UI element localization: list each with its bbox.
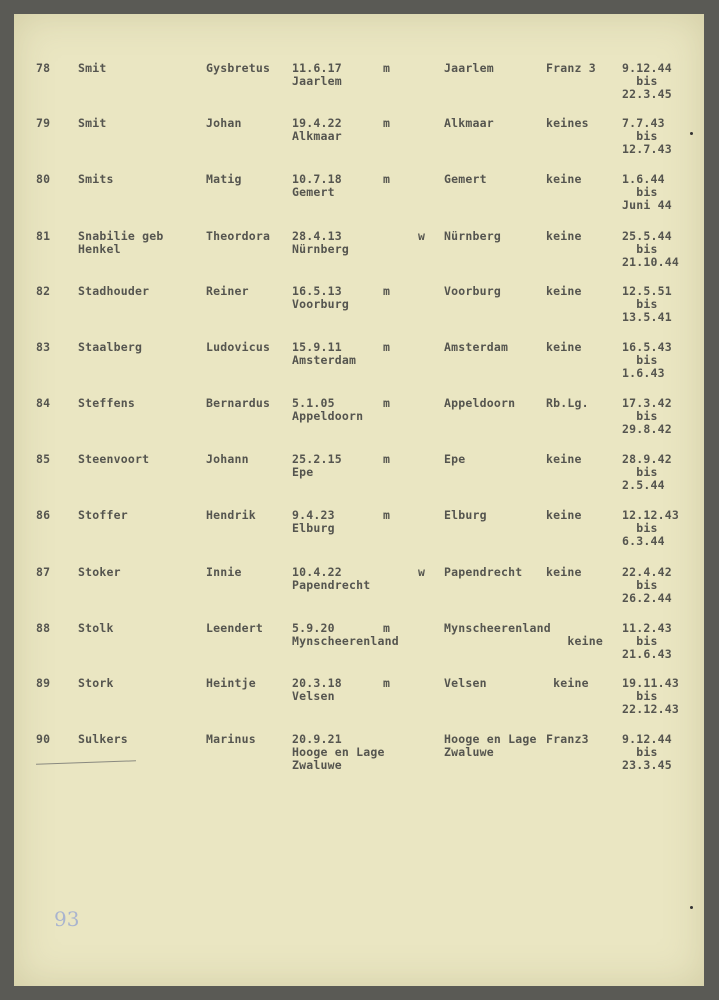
- row-number: 87: [36, 565, 51, 579]
- row-number: 86: [36, 508, 51, 522]
- table-row: [14, 62, 704, 114]
- birth-date-place: 16.5.13 Voorburg: [292, 284, 349, 311]
- residence: Jaarlem: [444, 61, 494, 75]
- gender-w: w: [418, 229, 426, 243]
- period: 16.5.43 bis 1.6.43: [622, 340, 672, 380]
- birth-date-place: 20.9.21 Hooge en Lage Zwaluwe: [292, 732, 385, 772]
- speck: [690, 132, 693, 135]
- row-number: 79: [36, 116, 51, 130]
- gender-m: m: [383, 396, 391, 410]
- first-name: Johann: [206, 452, 249, 466]
- category: keine: [546, 172, 582, 186]
- surname: Steffens: [78, 396, 135, 410]
- table-row: [14, 566, 704, 618]
- surname: Smit: [78, 61, 107, 75]
- category: Franz 3: [546, 61, 596, 75]
- birth-date-place: 25.2.15 Epe: [292, 452, 342, 479]
- first-name: Bernardus: [206, 396, 271, 410]
- table-row: [14, 397, 704, 449]
- category: keine: [546, 452, 582, 466]
- surname: Sulkers: [78, 732, 128, 746]
- first-name: Theordora: [206, 229, 271, 243]
- table-row: [14, 117, 704, 169]
- gender-m: m: [383, 172, 391, 186]
- period: 11.2.43 bis 21.6.43: [622, 621, 672, 661]
- table-row: [14, 509, 704, 561]
- birth-date-place: 19.4.22 Alkmaar: [292, 116, 342, 143]
- surname: Stadhouder: [78, 284, 150, 298]
- category: keine: [546, 565, 582, 579]
- first-name: Johan: [206, 116, 242, 130]
- row-number: 78: [36, 61, 51, 75]
- row-number: 84: [36, 396, 51, 410]
- birth-date-place: 11.6.17 Jaarlem: [292, 61, 342, 88]
- residence: Velsen: [444, 676, 487, 690]
- residence: Appeldoorn: [444, 396, 516, 410]
- gender-w: w: [418, 565, 426, 579]
- birth-date-place: 5.1.05 Appeldoorn: [292, 396, 364, 423]
- document-page: [14, 14, 704, 986]
- surname: Stoffer: [78, 508, 128, 522]
- period: 7.7.43 bis 12.7.43: [622, 116, 672, 156]
- surname: Staalberg: [78, 340, 143, 354]
- period: 25.5.44 bis 21.10.44: [622, 229, 679, 269]
- speck: [690, 906, 693, 909]
- birth-date-place: 9.4.23 Elburg: [292, 508, 335, 535]
- surname: Smits: [78, 172, 114, 186]
- page-number: 93: [54, 907, 80, 931]
- table-row: [14, 341, 704, 393]
- birth-date-place: 28.4.13 Nürnberg: [292, 229, 349, 256]
- row-number: 90: [36, 732, 51, 746]
- category: keine: [546, 676, 589, 690]
- category: keines: [546, 116, 589, 130]
- row-number: 89: [36, 676, 51, 690]
- table-row: [14, 230, 704, 282]
- first-name: Reiner: [206, 284, 249, 298]
- birth-date-place: 10.7.18 Gemert: [292, 172, 342, 199]
- surname: Stork: [78, 676, 114, 690]
- row-number: 85: [36, 452, 51, 466]
- first-name: Matig: [206, 172, 242, 186]
- birth-date-place: 20.3.18 Velsen: [292, 676, 342, 703]
- table-row: [14, 733, 704, 785]
- period: 9.12.44 bis 23.3.45: [622, 732, 672, 772]
- row-number: 83: [36, 340, 51, 354]
- row-number: 82: [36, 284, 51, 298]
- row-number: 80: [36, 172, 51, 186]
- table-row: [14, 622, 704, 674]
- first-name: Innie: [206, 565, 242, 579]
- category: keine: [567, 634, 603, 648]
- gender-m: m: [383, 621, 391, 635]
- period: 12.12.43 bis 6.3.44: [622, 508, 679, 548]
- first-name: Hendrik: [206, 508, 256, 522]
- period: 9.12.44 bis 22.3.45: [622, 61, 672, 101]
- first-name: Gysbretus: [206, 61, 271, 75]
- residence: Epe: [444, 452, 466, 466]
- birth-date-place: 15.9.11 Amsterdam: [292, 340, 357, 367]
- gender-m: m: [383, 340, 391, 354]
- table-row: [14, 173, 704, 225]
- birth-date-place: 5.9.20 Mynscheerenland: [292, 621, 399, 648]
- first-name: Ludovicus: [206, 340, 271, 354]
- gender-m: m: [383, 116, 391, 130]
- category: keine: [546, 284, 582, 298]
- surname: Steenvoort: [78, 452, 150, 466]
- residence: Voorburg: [444, 284, 501, 298]
- period: 17.3.42 bis 29.8.42: [622, 396, 672, 436]
- category: Franz3: [546, 732, 589, 746]
- table-row: [14, 453, 704, 505]
- period: 19.11.43 bis 22.12.43: [622, 676, 679, 716]
- residence: Gemert: [444, 172, 487, 186]
- category: keine: [546, 508, 582, 522]
- row-number: 81: [36, 229, 51, 243]
- residence: Alkmaar: [444, 116, 494, 130]
- gender-m: m: [383, 676, 391, 690]
- gender-m: m: [383, 508, 391, 522]
- table-row: [14, 285, 704, 337]
- residence: Hooge en Lage Zwaluwe: [444, 732, 537, 759]
- surname: Smit: [78, 116, 107, 130]
- row-number: 88: [36, 621, 51, 635]
- period: 22.4.42 bis 26.2.44: [622, 565, 672, 605]
- first-name: Heintje: [206, 676, 256, 690]
- birth-date-place: 10.4.22 Papendrecht: [292, 565, 371, 592]
- residence: Mynscheerenland: [444, 621, 551, 635]
- category: keine: [546, 340, 582, 354]
- first-name: Marinus: [206, 732, 256, 746]
- period: 28.9.42 bis 2.5.44: [622, 452, 672, 492]
- residence: Amsterdam: [444, 340, 509, 354]
- surname: Stoker: [78, 565, 121, 579]
- category: Rb.Lg.: [546, 396, 589, 410]
- residence: Nürnberg: [444, 229, 501, 243]
- residence: Elburg: [444, 508, 487, 522]
- period: 1.6.44 bis Juni 44: [622, 172, 672, 212]
- surname: Snabilie geb Henkel: [78, 229, 164, 256]
- period: 12.5.51 bis 13.5.41: [622, 284, 672, 324]
- first-name: Leendert: [206, 621, 263, 635]
- residence: Papendrecht: [444, 565, 523, 579]
- gender-m: m: [383, 452, 391, 466]
- gender-m: m: [383, 284, 391, 298]
- surname: Stolk: [78, 621, 114, 635]
- table-row: [14, 677, 704, 729]
- gender-m: m: [383, 61, 391, 75]
- category: keine: [546, 229, 582, 243]
